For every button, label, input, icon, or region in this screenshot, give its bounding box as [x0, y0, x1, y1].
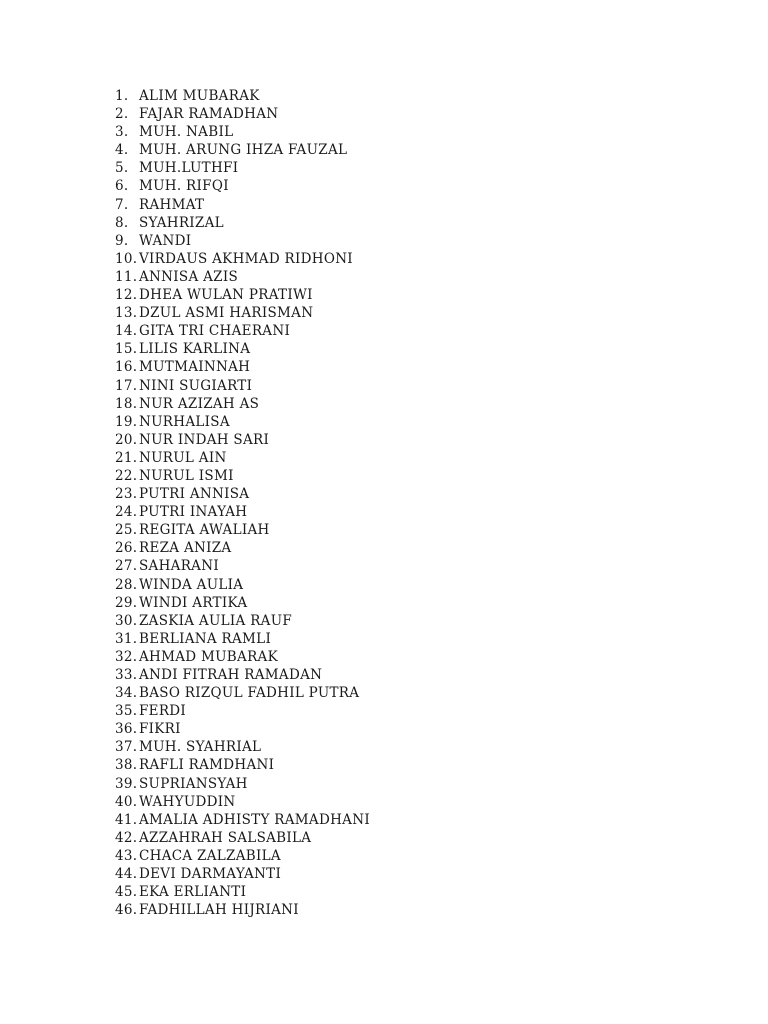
list-item-number: 23.	[115, 486, 138, 503]
list-item-name: AZZAHRAH SALSABILA	[139, 829, 312, 846]
list-item-number: 26.	[115, 540, 138, 557]
list-item	[115, 612, 370, 630]
list-item-name: EKA ERLIANTI	[139, 884, 247, 901]
list-item-name: FERDI	[139, 703, 187, 720]
list-item-name: DZUL ASMI HARISMAN	[139, 305, 314, 322]
list-item	[115, 901, 370, 919]
list-item-number: 41.	[115, 811, 138, 828]
list-item-name: WAHYUDDIN	[139, 793, 236, 810]
list-item	[115, 666, 370, 684]
list-item-name: NUR AZIZAH AS	[139, 395, 260, 412]
list-item-name: NURUL ISMI	[139, 467, 234, 484]
list-item	[115, 141, 370, 159]
list-item-number: 30.	[115, 612, 138, 629]
list-item	[115, 159, 370, 177]
list-item	[115, 738, 370, 756]
list-item-number: 1.	[115, 88, 129, 104]
list-item-number: 25.	[115, 522, 138, 539]
list-item	[115, 413, 370, 431]
list-item	[115, 630, 370, 648]
list-item-name: CHACA ZALZABILA	[139, 847, 281, 864]
list-item-name: SAHARANI	[139, 558, 219, 575]
list-item-name: FAJAR RAMADHAN	[139, 106, 279, 123]
list-item	[115, 214, 370, 232]
list-item	[115, 793, 370, 811]
list-item-number: 8.	[115, 214, 129, 231]
list-item-number: 34.	[115, 685, 138, 702]
list-item-number: 5.	[115, 160, 129, 177]
list-item	[115, 304, 370, 322]
list-item-number: 9.	[115, 232, 129, 249]
list-item	[115, 702, 370, 720]
list-item-name: MUH. NABIL	[139, 124, 234, 141]
list-item	[115, 250, 370, 268]
list-item-number: 7.	[115, 196, 129, 213]
list-item-name: ZASKIA AULIA RAUF	[139, 612, 293, 629]
list-item	[115, 105, 370, 123]
list-item-name: SYAHRIZAL	[139, 214, 224, 231]
list-item	[115, 358, 370, 376]
list-item-name: NINI SUGIARTI	[139, 377, 253, 394]
list-item-name: REGITA AWALIAH	[139, 522, 270, 539]
list-item	[115, 87, 370, 105]
list-item-name: PUTRI INAYAH	[139, 504, 248, 521]
list-item	[115, 467, 370, 485]
list-item	[115, 340, 370, 358]
list-item	[115, 684, 370, 702]
list-item-name: MUH. SYAHRIAL	[139, 739, 262, 756]
list-item-number: 29.	[115, 594, 138, 611]
list-item	[115, 594, 370, 612]
list-item-name: VIRDAUS AKHMAD RIDHONI	[139, 250, 353, 267]
list-item	[115, 196, 370, 214]
list-item-name: AHMAD MUBARAK	[139, 648, 278, 665]
list-item-name: ALIM MUBARAK	[139, 88, 260, 104]
list-item-name: BASO RIZQUL FADHIL PUTRA	[139, 685, 360, 702]
list-item	[115, 395, 370, 413]
list-item-number: 28.	[115, 576, 138, 593]
list-item-name: NURUL AIN	[139, 449, 227, 466]
list-item-name: NURHALISA	[139, 413, 230, 430]
list-item	[115, 123, 370, 141]
list-item	[115, 847, 370, 865]
list-item	[115, 286, 370, 304]
list-item	[115, 521, 370, 539]
list-item-number: 19.	[115, 413, 138, 430]
list-item-number: 38.	[115, 757, 138, 774]
list-item-number: 20.	[115, 431, 138, 448]
list-item-number: 35.	[115, 703, 138, 720]
list-item-name: WANDI	[139, 232, 192, 249]
list-item-name: MUH. RIFQI	[139, 178, 229, 195]
list-item-number: 44.	[115, 866, 138, 883]
list-item-name: AMALIA ADHISTY RAMADHANI	[139, 811, 370, 828]
list-item-number: 24.	[115, 504, 138, 521]
list-item	[115, 485, 370, 503]
list-item	[115, 539, 370, 557]
list-item	[115, 232, 370, 250]
list-item-name: RAFLI RAMDHANI	[139, 757, 275, 774]
list-item-number: 14.	[115, 323, 138, 340]
list-item-name: NUR INDAH SARI	[139, 431, 270, 448]
list-item	[115, 268, 370, 286]
list-item-number: 46.	[115, 902, 138, 919]
list-item-number: 15.	[115, 341, 138, 358]
list-item	[115, 720, 370, 738]
list-item	[115, 377, 370, 395]
list-item	[115, 883, 370, 901]
list-item-name: PUTRI ANNISA	[139, 486, 250, 503]
list-item-number: 32.	[115, 648, 138, 665]
list-item-number: 10.	[115, 250, 138, 267]
list-item-name: LILIS KARLINA	[139, 341, 251, 358]
list-item-number: 21.	[115, 449, 138, 466]
list-item	[115, 449, 370, 467]
list-item	[115, 177, 370, 195]
list-item-name: MUH. ARUNG IHZA FAUZAL	[139, 142, 348, 159]
list-item	[115, 557, 370, 575]
list-item-number: 39.	[115, 775, 138, 792]
list-item-name: WINDA AULIA	[139, 576, 244, 593]
list-item	[115, 322, 370, 340]
list-item-number: 22.	[115, 467, 138, 484]
list-item-name: DEVI DARMAYANTI	[139, 866, 282, 883]
list-item-name: REZA ANIZA	[139, 540, 232, 557]
list-item-number: 31.	[115, 630, 138, 647]
list-item-name: FADHILLAH HIJRIANI	[139, 902, 299, 919]
list-item-number: 2.	[115, 106, 129, 123]
name-list	[115, 87, 370, 919]
list-item-name: ANDI FITRAH RAMADAN	[139, 667, 323, 683]
list-item-name: SUPRIANSYAH	[139, 775, 248, 792]
list-item-number: 13.	[115, 305, 138, 322]
list-item	[115, 829, 370, 847]
list-item-name: FIKRI	[139, 721, 181, 738]
list-item-number: 17.	[115, 377, 138, 394]
list-item-number: 33.	[115, 667, 138, 683]
list-item-name: DHEA WULAN PRATIWI	[139, 287, 313, 304]
list-item	[115, 431, 370, 449]
list-item	[115, 756, 370, 774]
list-item	[115, 648, 370, 666]
list-item	[115, 503, 370, 521]
list-item-number: 45.	[115, 884, 138, 901]
list-item	[115, 576, 370, 594]
list-item-number: 40.	[115, 793, 138, 810]
list-item-number: 36.	[115, 721, 138, 738]
list-item	[115, 865, 370, 883]
list-item-number: 16.	[115, 359, 138, 376]
list-item-number: 4.	[115, 142, 129, 159]
list-item-number: 42.	[115, 829, 138, 846]
list-item-name: BERLIANA RAMLI	[139, 630, 272, 647]
list-item-name: WINDI ARTIKA	[139, 594, 248, 611]
list-item-number: 37.	[115, 739, 138, 756]
list-item-name: MUTMAINNAH	[139, 359, 251, 376]
list-item-name: ANNISA AZIS	[139, 268, 239, 285]
list-item-number: 43.	[115, 847, 138, 864]
list-item	[115, 811, 370, 829]
list-item-number: 11.	[115, 268, 138, 285]
list-item-number: 27.	[115, 558, 138, 575]
list-item-name: MUH.LUTHFI	[139, 160, 239, 177]
list-item-number: 18.	[115, 395, 138, 412]
list-item	[115, 775, 370, 793]
list-item-name: RAHMAT	[139, 196, 205, 213]
list-item-number: 3.	[115, 124, 129, 141]
list-item-number: 6.	[115, 178, 129, 195]
list-item-name: GITA TRI CHAERANI	[139, 323, 291, 340]
list-item-number: 12.	[115, 287, 138, 304]
